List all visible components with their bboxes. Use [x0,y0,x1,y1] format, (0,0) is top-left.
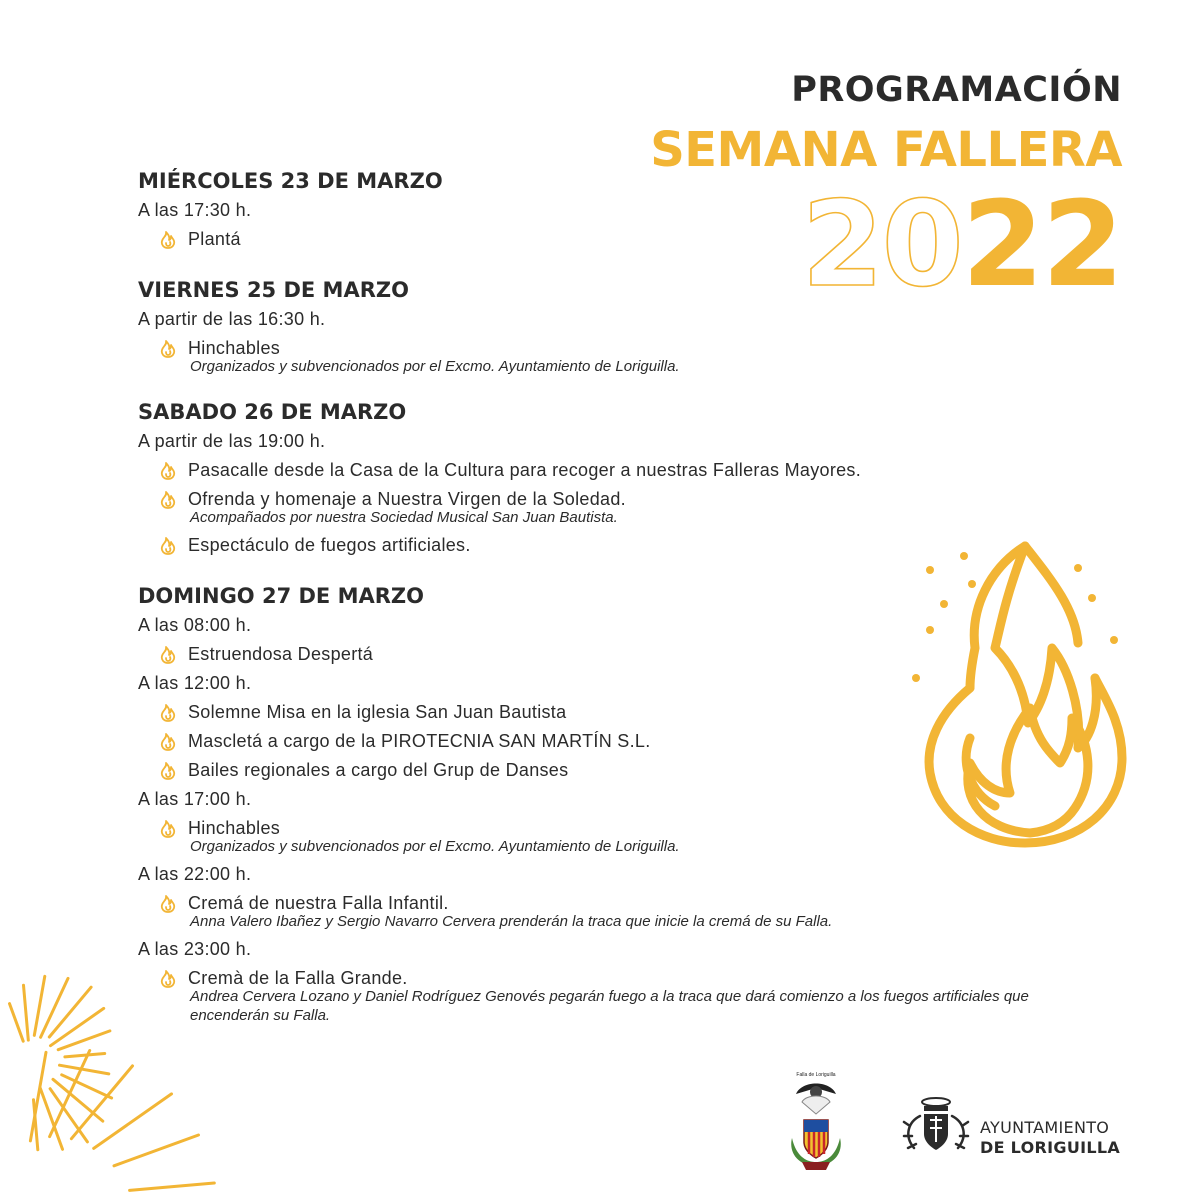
firework-ray [60,1065,109,1074]
ayuntamiento-line1: AYUNTAMIENTO [980,1118,1110,1137]
event-text: Pasacalle desde la Casa de la Cultura para recoger a nuestras Falleras Mayores. [188,460,862,480]
event-note: Organizados y subvencionados por el Excmo. Ayuntamiento de Loriguilla. [190,838,680,855]
falla-logo-caption: Falla de Loriguilla [796,1072,836,1078]
event-item [138,964,1098,993]
event-item [138,485,1098,514]
firework-ray [34,976,45,1035]
event-text: Ofrenda y homenaje a Nuestra Virgen de la Soledad. [188,489,626,509]
falla-logo [782,1068,850,1172]
day-title: VIERNES 25 DE MARZO [138,278,409,302]
event-time: A las 23:00 h. [138,939,252,959]
year-filled: 22 [961,175,1122,313]
event-text: Espectáculo de fuegos artificiales. [188,535,471,555]
event-text: Solemne Misa en la iglesia San Juan Bautista [188,702,567,722]
firework-ray [41,978,68,1037]
firework-ray [10,1004,24,1042]
event-note: Acompañados por nuestra Sociedad Musical San Juan Bautista. [190,509,618,526]
event-text: Hinchables [188,338,281,358]
ayuntamiento-crest-icon [900,1096,972,1158]
event-time: A partir de las 19:00 h. [138,431,326,451]
event-note: Organizados y subvencionados por el Excmo. Ayuntamiento de Loriguilla. [190,358,680,375]
header-title: SEMANA FALLERA [650,122,1122,178]
firework-ray [130,1183,215,1190]
event-item [138,456,1098,485]
flame-illustration-icon [900,538,1140,848]
event-note: Andrea Cervera Lozano y Daniel Rodríguez Genovés pegarán fuego a la traca que dará comienzo a los fuegos artificiales que encenderán su Falla. [190,988,1029,1024]
day-section [138,275,1098,376]
event-item [138,889,1098,918]
firework-ray [114,1135,199,1166]
event-item [138,225,1098,254]
day-section [138,166,1098,254]
event-text: Plantá [188,229,241,249]
ayuntamiento-name [980,1118,1120,1158]
event-text: Hinchables [188,818,281,838]
event-note: Anna Valero Ibañez y Sergio Navarro Cervera prenderán la traca que inicie la cremá de su Falla. [190,913,833,930]
event-time: A las 12:00 h. [138,673,252,693]
event-text: Cremá de nuestra Falla Infantil. [188,893,449,913]
header-pre-title: PROGRAMACIÓN [791,70,1122,110]
event-time: A las 17:30 h. [138,200,252,220]
day-title: DOMINGO 27 DE MARZO [138,584,424,608]
firework-ray [94,1094,172,1149]
day-section [138,397,1098,560]
firework-ray [65,1054,105,1057]
ayuntamiento-logo [900,1096,1130,1158]
event-time: A las 22:00 h. [138,864,252,884]
event-text: Mascletá a cargo de la PIROTECNIA SAN MARTÍN S.L. [188,731,651,751]
day-title: MIÉRCOLES 23 DE MARZO [138,169,443,193]
firework-burst-icon [0,880,240,1200]
event-time: A partir de las 16:30 h. [138,309,326,329]
firework-ray [49,987,91,1037]
event-text: Bailes regionales a cargo del Grup de Danses [188,760,569,780]
firework-ray [24,985,29,1040]
event-item [138,334,1098,363]
event-text: Estruendosa Despertá [188,644,374,664]
event-time: A las 08:00 h. [138,615,252,635]
event-time: A las 17:00 h. [138,789,252,809]
day-title: SABADO 26 DE MARZO [138,400,407,424]
year-outline: 20 [801,175,962,313]
event-text: Cremà de la Falla Grande. [188,968,408,988]
ayuntamiento-line2: DE LORIGUILLA [980,1138,1121,1157]
